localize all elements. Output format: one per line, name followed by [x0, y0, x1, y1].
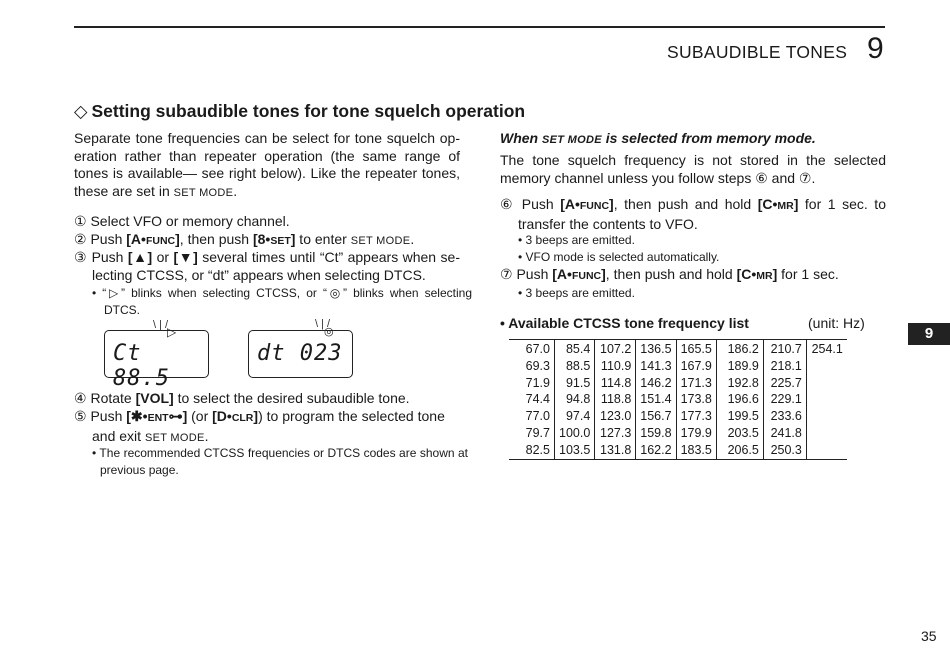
diamond-icon: ◇: [74, 101, 88, 121]
step-2: ② Push [A•FUNC], then push [8•SET] to enter SET MODE.: [74, 231, 415, 247]
step-1: ① Select VFO or memory channel.: [74, 213, 290, 229]
step-3: ③ Push [▲] or [▼] several times until “Ct” appears when se-lecting CTCSS, or “dt” appears when selecting DTCS.: [74, 249, 460, 283]
tone-column: 85.4 88.5 91.5 94.8 97.4 100.0 103.5: [555, 340, 595, 460]
page-number: 35: [921, 628, 937, 644]
section-title: ◇ Setting subaudible tones for tone squelch operation: [74, 101, 526, 121]
tone-column: 186.2 189.9 192.8 196.6 199.5 203.5 206.5: [716, 340, 763, 460]
lcd-ctcss-display: [104, 319, 209, 391]
tone-column: 67.0 69.3 71.9 74.4 77.0 79.7 82.5: [525, 342, 550, 457]
tone-list-unit: (unit: Hz): [808, 315, 865, 331]
tone-list-title: • Available CTCSS tone frequency list: [500, 315, 749, 331]
memory-heading: When SET MODE is selected from memory mode.: [500, 130, 816, 146]
step-7: ⑦ Push [A•FUNC], then push and hold [C•MR] for 1 sec.: [500, 266, 839, 282]
step-6-note-1: • 3 beeps are emitted.: [518, 233, 635, 247]
intro-paragraph: Separate tone frequencies can be select for tone squelch op-eration rather than repeater operation (the same range of tones is available— see right below). Like the repeater tones, these are set in SET MODE.: [74, 130, 460, 199]
step-7-note-1: • 3 beeps are emitted.: [518, 286, 635, 300]
step-4: ④ Rotate [VOL] to select the desired subaudible tone.: [74, 390, 410, 406]
step-5-note: • The recommended CTCSS frequencies or DTCS codes are shown at previous page.: [92, 446, 468, 477]
tone-column: 210.7 218.1 225.7 229.1 233.6 241.8 250.3: [763, 340, 806, 460]
blink-dtcs-icon: ◎: [324, 326, 334, 338]
blink-rays-icon: \ | /: [315, 318, 331, 330]
blink-triangle-icon: ▷: [167, 325, 177, 339]
step-6: ⑥ Push [A•FUNC], then push and hold [C•MR] for 1 sec. to transfer the contents to VFO.: [500, 196, 886, 232]
chapter-number: 9: [867, 32, 884, 65]
blink-rays-icon: \ | /: [153, 319, 169, 331]
chapter-title: SUBAUDIBLE TONES: [667, 42, 848, 62]
step-3-note: • “▷” blinks when selecting CTCSS, or “◎” blinks when selecting DTCS.: [92, 286, 472, 317]
header-rule: [74, 26, 885, 28]
chapter-side-tab: 9: [908, 323, 950, 345]
tone-column: 136.5 141.3 146.2 151.4 156.7 159.8 162.2: [636, 340, 676, 460]
ctcss-tone-table: [509, 339, 847, 460]
tone-column: 254.1: [806, 340, 847, 460]
step-5: ⑤ Push [✱•ENT⊶] (or [D•CLR]) to program the selected tone and exit SET MODE.: [74, 408, 445, 444]
lcd-ctcss-text: Ct 88.5: [113, 341, 170, 391]
step-6-note-2: • VFO mode is selected automatically.: [518, 250, 720, 264]
tone-column: 107.2 110.9 114.8 118.8 123.0 127.3 131.8: [595, 340, 636, 460]
lcd-dtcs-display: [248, 318, 353, 378]
lcd-dtcs-text: dt 023: [257, 341, 343, 366]
tone-column: 165.5 167.9 171.3 173.8 177.3 179.9 183.5: [676, 340, 716, 460]
memory-paragraph: The tone squelch frequency is not stored in the selected memory channel unless you follow steps ⑥ and ⑦.: [500, 152, 886, 186]
